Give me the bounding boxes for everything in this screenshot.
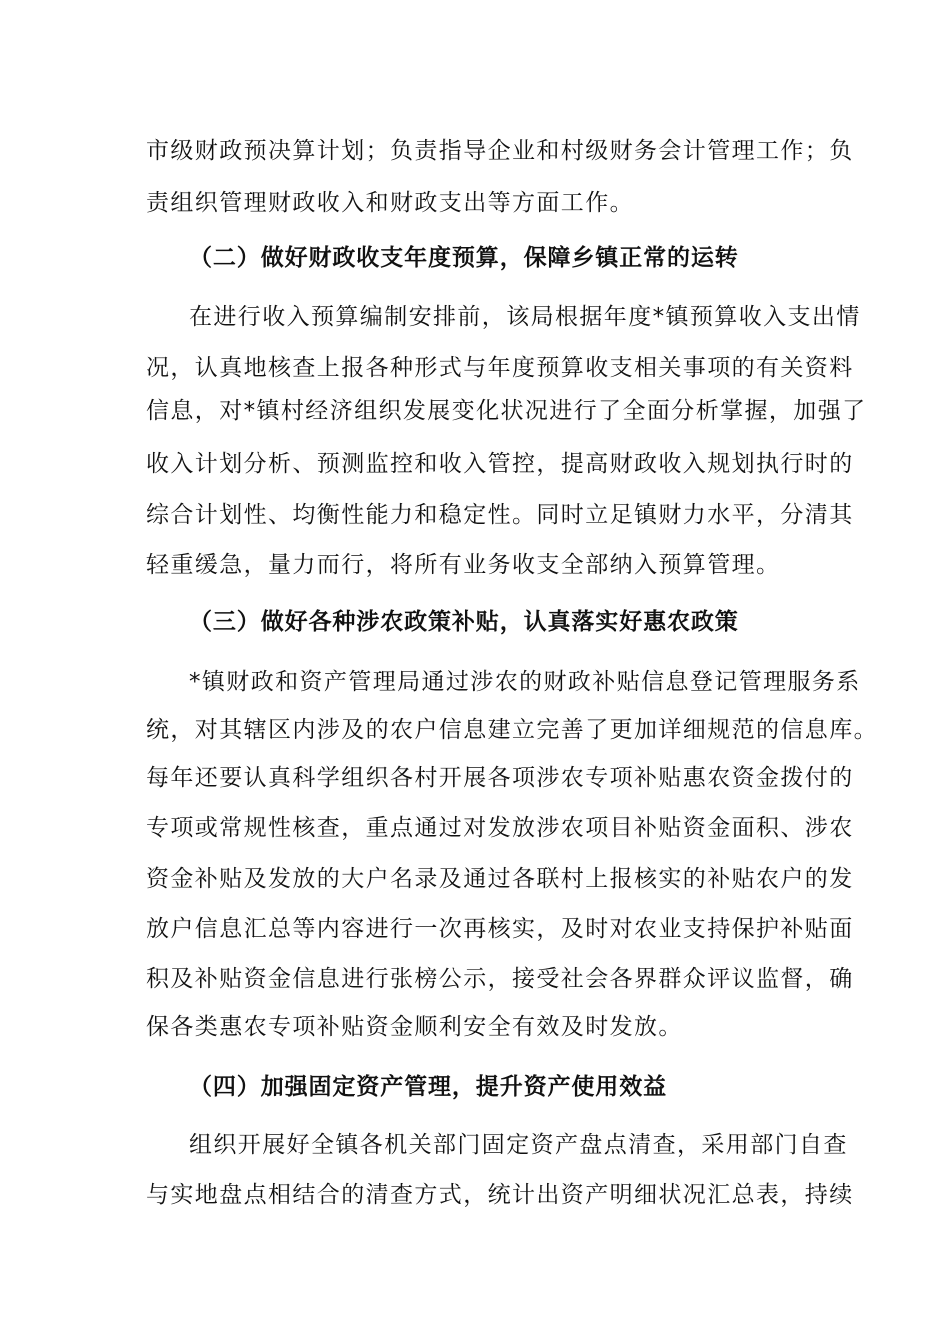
section-heading-2: （二）做好财政收支年度预算，保障乡镇正常的运转 — [189, 245, 739, 271]
section-heading-3: （三）做好各种涉农政策补贴，认真落实好惠农政策 — [189, 609, 739, 635]
body-line-2: 责组织管理财政收入和财政支出等方面工作。 — [146, 190, 634, 216]
body-line-16: 保各类惠农专项补贴资金顺利安全有效及时发放。 — [146, 1014, 683, 1040]
body-line-13: 资金补贴及发放的大户名录及通过各联村上报核实的补贴农户的发 — [146, 866, 854, 892]
section-heading-4: （四）加强固定资产管理，提升资产使用效益 — [189, 1074, 667, 1100]
body-line-15: 积及补贴资金信息进行张榜公示，接受社会各界群众评议监督，确 — [146, 966, 854, 992]
body-line-11: 每年还要认真科学组织各村开展各项涉农专项补贴惠农资金拨付的 — [146, 765, 854, 791]
body-line-9: *镇财政和资产管理局通过涉农的财政补贴信息登记管理服务系 — [189, 669, 861, 695]
body-line-1: 市级财政预决算计划；负责指导企业和村级财务会计管理工作；负 — [146, 138, 854, 164]
body-line-3: 在进行收入预算编制安排前，该局根据年度*镇预算收入支出情 — [189, 304, 861, 330]
body-line-14: 放户信息汇总等内容进行一次再核实，及时对农业支持保护补贴面 — [146, 916, 854, 942]
body-line-18: 与实地盘点相结合的清查方式，统计出资产明细状况汇总表，持续 — [146, 1182, 854, 1208]
body-line-7: 综合计划性、均衡性能力和稳定性。同时立足镇财力水平，分清其 — [146, 502, 854, 528]
body-line-4: 况，认真地核查上报各种形式与年度预算收支相关事项的有关资料 — [146, 355, 854, 381]
body-line-5: 信息，对*镇村经济组织发展变化状况进行了全面分析掌握，加强了 — [146, 398, 867, 424]
body-line-12: 专项或常规性核查，重点通过对发放涉农项目补贴资金面积、涉农 — [146, 815, 854, 841]
body-line-8: 轻重缓急，量力而行，将所有业务收支全部纳入预算管理。 — [146, 552, 781, 578]
body-line-6: 收入计划分析、预测监控和收入管控，提高财政收入规划执行时的 — [146, 451, 854, 477]
body-line-10: 统，对其辖区内涉及的农户信息建立完善了更加详细规范的信息库。 — [146, 717, 878, 743]
body-line-17: 组织开展好全镇各机关部门固定资产盘点清查，采用部门自查 — [189, 1132, 848, 1158]
